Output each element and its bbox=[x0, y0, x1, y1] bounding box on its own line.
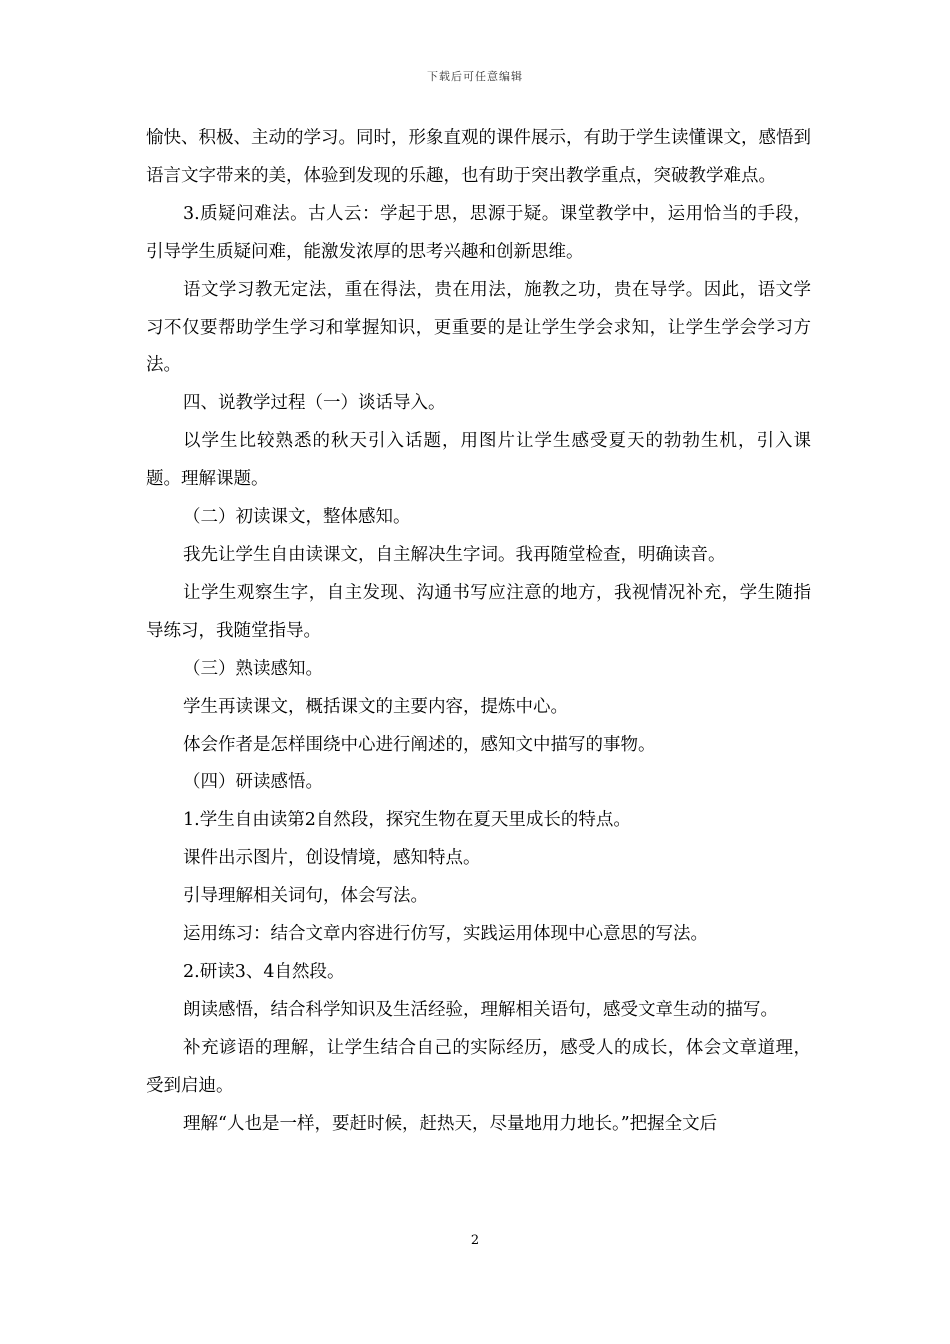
paragraph: 语文学习教无定法，重在得法，贵在用法，施教之功，贵在导学。因此，语文学习不仅要帮助学生学习和掌握知识，更重要的是让学生学会求知，让学生学会学习方法。 bbox=[146, 279, 811, 376]
paragraph: 我先让学生自由读课文，自主解决生字词。我再随堂检查，明确读音。 bbox=[183, 544, 726, 565]
section-heading: 四、说教学过程（一）谈话导入。 bbox=[183, 393, 446, 414]
paragraph: 运用练习：结合文章内容进行仿写，实践运用体现中心意思的写法。 bbox=[183, 924, 708, 945]
paragraph: 1.学生自由读第2自然段，探究生物在夏天里成长的特点。 bbox=[183, 810, 631, 831]
paragraph: 3.质疑问难法。古人云：学起于思，思源于疑。课堂教学中，运用恰当的手段，引导学生质疑问难，能激发浓厚的思考兴趣和创新思维。 bbox=[146, 203, 811, 262]
section-heading: （四）研读感悟。 bbox=[183, 772, 323, 793]
page-number: 2 bbox=[470, 1233, 480, 1248]
paragraph: 体会作者是怎样围绕中心进行阐述的，感知文中描写的事物。 bbox=[183, 734, 656, 755]
paragraph: 学生再读课文，概括课文的主要内容，提炼中心。 bbox=[183, 696, 568, 717]
paragraph: 补充谚语的理解，让学生结合自己的实际经历，感受人的成长，体会文章道理，受到启迪。 bbox=[146, 1037, 811, 1096]
section-heading: （二）初读课文，整体感知。 bbox=[183, 507, 411, 528]
paragraph: 让学生观察生字，自主发现、沟通书写应注意的地方，我视情况补充，学生随指导练习，我随堂指导。 bbox=[146, 582, 811, 641]
page-header: 下载后可任意编辑 bbox=[427, 70, 523, 83]
paragraph: 2.研读3、4自然段。 bbox=[183, 961, 345, 982]
paragraph: 课件出示图片，创设情境，感知特点。 bbox=[183, 848, 481, 869]
paragraph: 以学生比较熟悉的秋天引入话题，用图片让学生感受夏天的勃勃生机，引入课题。理解课题。 bbox=[146, 431, 811, 490]
section-heading: （三）熟读感知。 bbox=[183, 658, 323, 679]
paragraph: 引导理解相关词句，体会写法。 bbox=[183, 886, 428, 907]
paragraph: 愉快、积极、主动的学习。同时，形象直观的课件展示，有助于学生读懂课文，感悟到语言文字带来的美，体验到发现的乐趣，也有助于突出教学重点，突破教学难点。 bbox=[146, 128, 811, 186]
paragraph: 理解“人也是一样，要赶时候，赶热天，尽量地用力地长。”把握全文后 bbox=[183, 1113, 718, 1134]
document-body bbox=[146, 120, 811, 1143]
paragraph: 朗读感悟，结合科学知识及生活经验，理解相关语句，感受文章生动的描写。 bbox=[183, 999, 778, 1020]
